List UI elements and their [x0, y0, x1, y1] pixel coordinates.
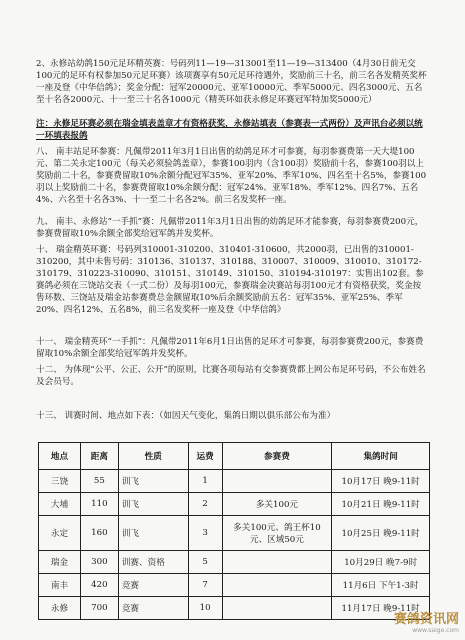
paragraph-13: 十三、 训赛时间、地点如下表：（如因天气变化，集鸽日期以俱乐部公布为准）: [36, 411, 336, 421]
paragraph-8: 八、 南丰站足环参赛：凡佩带2011年3月1日出售的幼鸽足环才可参赛，每羽参赛费第一天大堤100元、第二关永定100元（每关必须验鸽盖章），参赛100羽内（含100羽）奖励前十名，参赛100羽以上奖励前二十名，参赛费留取10%余额分配冠军35%、亚军20%、季军10%、四名至十名5%，参赛100羽以上奖励前二十名，参赛费留取10%余额分配：冠军24%、亚军18%、季军12%、四名7%、五名4%、六名至十名各3%、十一至二十名各2%。前三名发奖杯一座。: [36, 147, 427, 205]
table-row: [39, 574, 430, 597]
cell-location: 三饶: [39, 470, 81, 493]
table-row: [39, 493, 430, 516]
header-freight: 运费: [188, 443, 222, 470]
table-header-row: [39, 443, 430, 470]
cell-time: 10月29日 晚7-9时: [332, 551, 430, 574]
cell-fee: [222, 551, 332, 574]
header-time: 集鸽时间: [332, 443, 430, 470]
cell-type: 训飞: [118, 470, 188, 493]
cell-time: 11月6日 下午1-3时: [332, 574, 430, 597]
cell-type: 训赛、资格: [118, 551, 188, 574]
cell-freight: 2: [188, 493, 222, 516]
schedule-table: [38, 442, 430, 620]
table-row: [39, 551, 430, 574]
cell-distance: 700: [80, 597, 118, 620]
cell-freight: 7: [188, 574, 222, 597]
cell-fee: 多关100元: [222, 493, 332, 516]
paragraph-note: 注：永修足环赛必须在瑞金填表盖章才有资格获奖，永修站填表（参赛表一式两份）及声讯台必须以统一环填表报鸽: [36, 119, 423, 141]
cell-fee: [222, 574, 332, 597]
paragraph-9: 九、 南丰、永修站“一手抓”赛：凡佩带2011年3月1日出售的幼鸽足环才能参赛，每羽参赛费200元，参赛费留取10%余额全部奖给冠军鸽并发奖杯。: [36, 217, 424, 239]
cell-fee: [222, 597, 332, 620]
paragraph-11: 十一、 瑞金精英环“一手抓”：凡佩带2011年6月1日出售的足环才可参赛，每羽参赛费200元，参赛费留取10%余额全部奖给冠军鸽并发奖杯。: [36, 337, 424, 359]
header-location: 地点: [39, 443, 81, 470]
cell-distance: 160: [80, 516, 118, 551]
cell-distance: 300: [80, 551, 118, 574]
cell-type: 训飞: [118, 516, 188, 551]
header-type: 性质: [118, 443, 188, 470]
cell-location: 永定: [39, 516, 81, 551]
watermark-logo: [394, 608, 459, 634]
header-distance: 距离: [80, 443, 118, 470]
cell-distance: 55: [80, 470, 118, 493]
cell-fee: [222, 470, 332, 493]
cell-location: 瑞金: [39, 551, 81, 574]
cell-time: 10月17日 晚9-11时: [332, 470, 430, 493]
cell-type: 竞赛: [118, 574, 188, 597]
table-row: [39, 516, 430, 551]
cell-fee: 多关100元、鸽王杯10元、区域50元: [222, 516, 332, 551]
cell-distance: 110: [80, 493, 118, 516]
cell-location: 永修: [39, 597, 81, 620]
cell-time: 10月21日 晚9-11时: [332, 493, 430, 516]
watermark-url: www.saige.com: [412, 627, 459, 634]
table-row: [39, 470, 430, 493]
cell-time: 10月25日 晚9-11时: [332, 516, 430, 551]
paragraph-10: 十、 瑞金精英环赛：号码列310001-310200、310401-310600，共2000羽，已出售的310001-310200，其中未售号码：310136、310137、310188、310007、310009、310010、310172-310179、310223-310090、310151、310149、310150、310194-310197：实售出102套。参赛鸽必须在三饶站交表（一式二份）及每羽100元，参赛瑞金决赛站每羽100元才有资格获奖，奖金按售环数、三饶站及瑞金站参赛费总金额留取10%后余额奖励前五名：冠军35%、亚军25%、季军20%、四名12%、五名8%，前三名发奖杯一座及登《中华信鸽》: [36, 245, 424, 315]
header-fee: 参赛费: [222, 443, 332, 470]
paragraph-12: 十二、 为体现“公平、公正、公开”的原则，比赛各项每站有交参赛费都上网公布足环号码，不公布姓名及会员号。: [36, 365, 426, 387]
watermark-title: 赛鸽资讯网: [393, 612, 459, 627]
cell-freight: 3: [188, 516, 222, 551]
cell-type: 竞赛: [118, 597, 188, 620]
cell-freight: 10: [188, 597, 222, 620]
cell-freight: 5: [188, 551, 222, 574]
cell-freight: 1: [188, 470, 222, 493]
cell-time: 11月17日 晚9-11时: [332, 597, 430, 620]
cell-type: 训飞: [118, 493, 188, 516]
cell-location: 大埔: [39, 493, 81, 516]
table-row: [39, 597, 430, 620]
cell-location: 南丰: [39, 574, 81, 597]
paragraph-2: 2、永修站幼鸽150元足环精英赛：号码列11—19—313001至11—19—313400（4月30日前无交100元的足环有权参加50元足环赛）该项赛享有50元足环待遇外，奖励前三十名，前三名各发精英奖杯一座及登《中华信鸽》；奖金分配：冠军20000元、亚军10000元、季军5000元、四名3000元、五名至十名各2000元、十一至三十名各1000元（精英环如获永修足环赛冠军特加奖5000元）: [36, 59, 427, 105]
cell-distance: 420: [80, 574, 118, 597]
